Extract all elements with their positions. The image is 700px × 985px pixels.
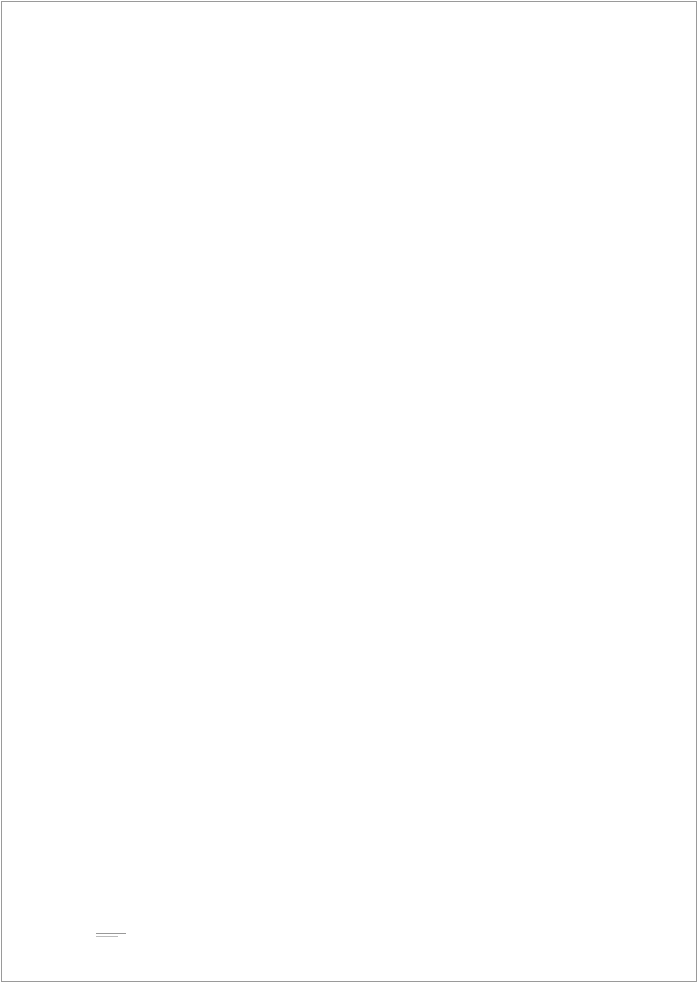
footer-rule-short <box>96 936 118 937</box>
running-header <box>96 62 256 102</box>
page-border <box>1 1 697 982</box>
footer-rule <box>96 933 126 934</box>
